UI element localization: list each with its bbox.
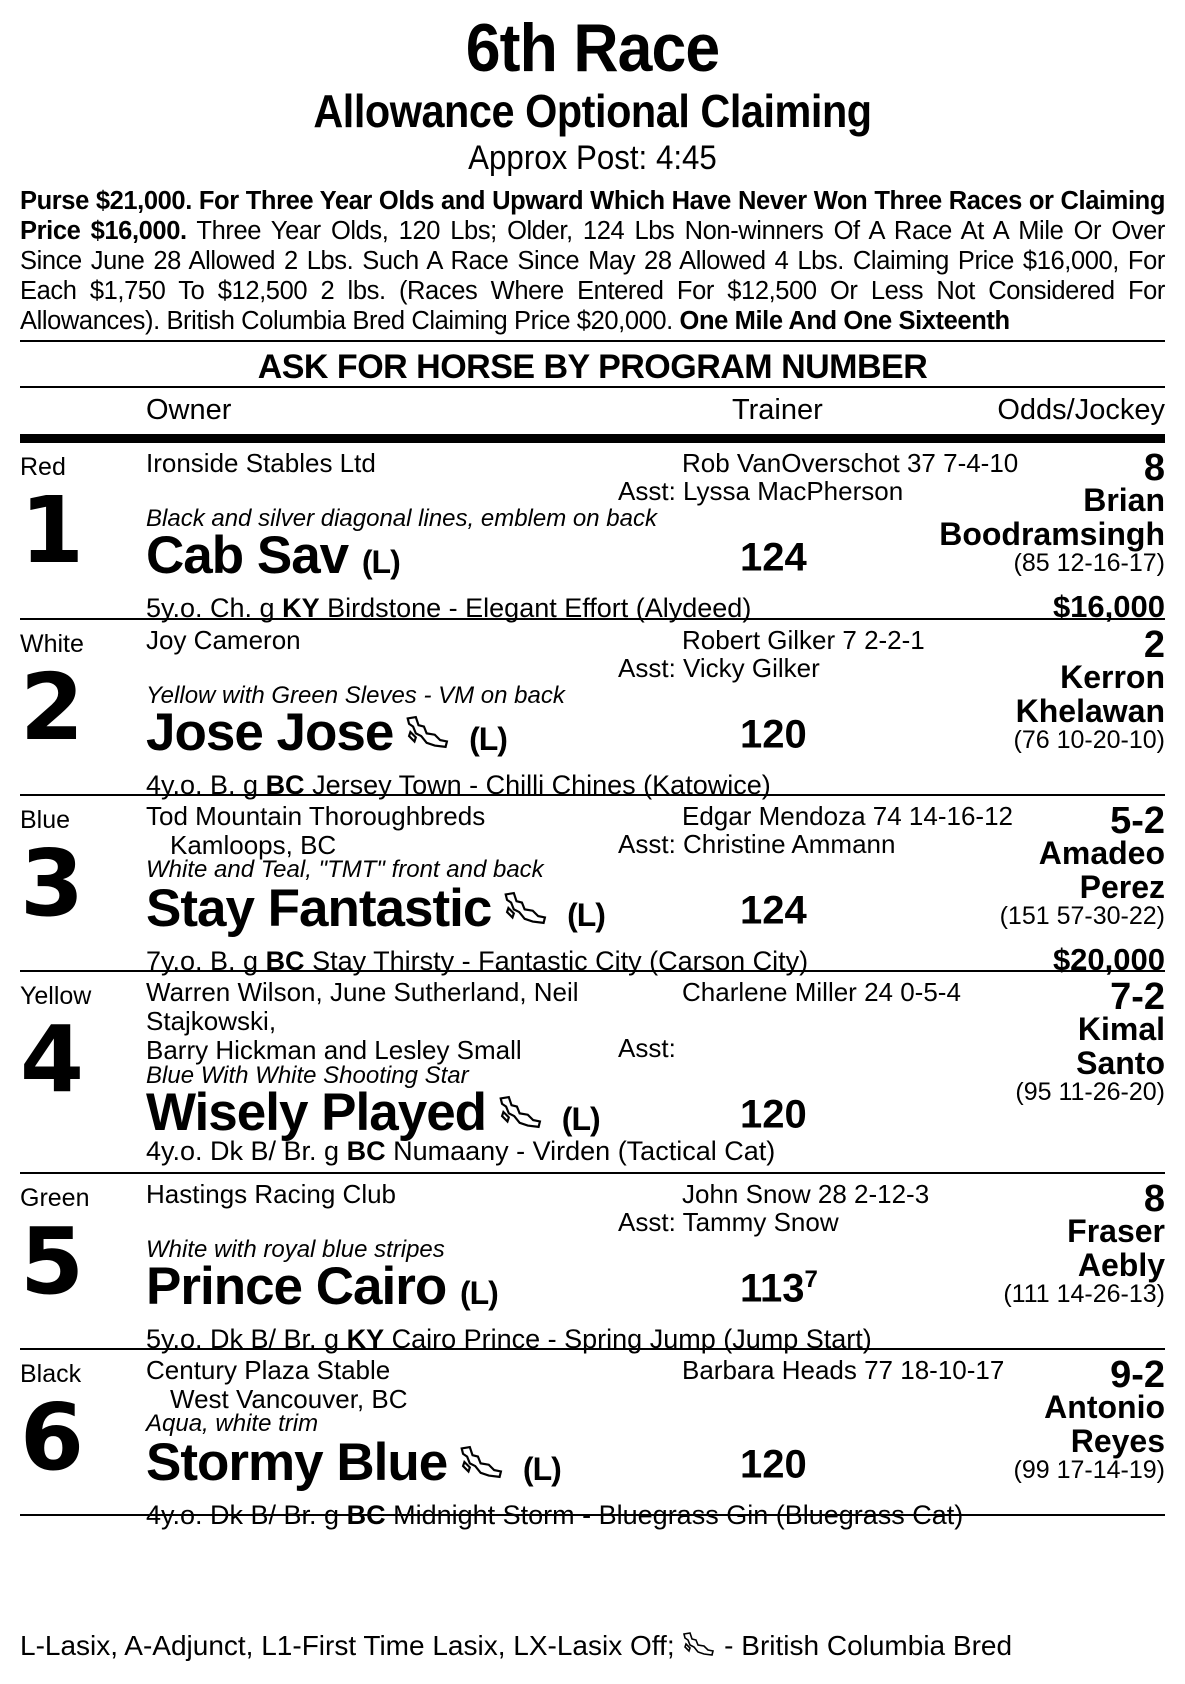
weight-value: 120: [740, 1442, 807, 1487]
horse-name: Stay Fantastic: [146, 879, 492, 938]
conditions-body: Three Year Olds, 120 Lbs; Older, 124 Lbs Non-winners Of A Race At A Mile Or Over Since June 28 Allowed 2 Lbs. Such A Race Since May 28 Allowed 4 Lbs. Claiming Price $16,000, For Each $1,750 To $12,500 2 lbs. (Races Where Entered For $12,500 Or Less Not Considered For Allowances). British Columbia Bred Claiming Price $20,000.: [20, 217, 1165, 335]
weight-value: 120: [740, 712, 807, 757]
owner-name: Ironside Stables Ltd: [146, 448, 376, 478]
assistant-name: Christine Ammann: [683, 829, 896, 859]
weight-allowance: 7: [804, 1266, 818, 1293]
entry-row: [20, 443, 1165, 624]
legend-text-before: L-Lasix, A-Adjunct, L1-First Time Lasix, LX-Lasix Off;: [20, 1630, 683, 1661]
assistant-trainer: [618, 830, 895, 859]
program-number: 5: [20, 1208, 85, 1315]
age-sex: 4y.o. Dk B/ Br. g: [146, 1500, 347, 1530]
jockey: [939, 483, 1165, 551]
program-number: 3: [20, 830, 85, 937]
sire-dam: Numaany - Virden (Tactical Cat): [385, 1136, 776, 1166]
trainer: Robert Gilker 7 2-2-1: [682, 625, 925, 655]
saddle-color: White: [20, 630, 84, 658]
jockey-last: Boodramsingh: [939, 516, 1165, 552]
horse-name: Prince Cairo: [146, 1257, 447, 1316]
jockey-record: (95 11-26-20): [1015, 1078, 1165, 1106]
saddle-color: Yellow: [20, 982, 92, 1010]
pedigree: [146, 1136, 775, 1167]
race-conditions: [20, 186, 1165, 336]
jockey-first: Kimal: [1077, 1011, 1165, 1047]
saddle-color: Blue: [20, 806, 71, 834]
age-sex: 4y.o. Dk B/ Br. g: [146, 1136, 347, 1166]
horse-name-line: [146, 527, 400, 591]
foaling-state: BC: [265, 770, 305, 800]
weight-value: 120: [740, 1092, 807, 1137]
weight: [740, 535, 807, 580]
bc-bred-icon: [503, 883, 549, 941]
owner: [146, 449, 686, 478]
trainer: John Snow 28 2-12-3: [682, 1179, 930, 1209]
jockey-last: Perez: [1079, 869, 1165, 905]
jockey-first: Fraser: [1067, 1213, 1165, 1249]
owner: [146, 626, 686, 655]
assistant-name: Tammy Snow: [682, 1207, 839, 1237]
assistant-trainer: [618, 477, 903, 506]
silks-description: Yellow with Green Sleves - VM on back: [146, 682, 565, 709]
owner: [146, 1356, 686, 1414]
race-program-page: [20, 0, 1165, 1530]
jockey: [1067, 1214, 1165, 1282]
horse-name-line: [146, 704, 507, 768]
age-sex: 4y.o. B. g: [146, 770, 266, 800]
program-number: 1: [20, 477, 85, 584]
horse-name: Cab Sav: [146, 526, 349, 585]
weight-value: 124: [740, 888, 807, 933]
foaling-state: BC: [346, 1500, 386, 1530]
weight: [740, 712, 807, 757]
saddle-color: Red: [20, 453, 66, 481]
program-number: 4: [20, 1006, 85, 1113]
morning-line-odds: 9-2: [1110, 1354, 1165, 1396]
morning-line-odds: 8: [1143, 1178, 1165, 1220]
claiming-price: $16,000: [1052, 589, 1165, 624]
medication: (L): [469, 721, 507, 757]
morning-line-odds: 5-2: [1110, 800, 1165, 842]
race-type: Allowance Optional Claiming: [313, 85, 872, 137]
owner-name: Hastings Racing Club: [146, 1179, 397, 1209]
owner-header: Owner: [146, 394, 232, 426]
race-title: 6th Race: [465, 10, 720, 86]
owner: [146, 978, 686, 1065]
bc-bred-icon: [405, 707, 451, 765]
sire-dam: Stay Thirsty - Fantastic City (Carson City): [304, 946, 809, 976]
assistant-name: Lyssa MacPherson: [683, 476, 904, 506]
entry-row: [20, 1174, 1165, 1354]
morning-line-odds: 2: [1143, 624, 1165, 666]
age-sex: 5y.o. Ch. g: [146, 593, 283, 623]
header-rule: [20, 434, 1165, 443]
silks-description: Blue With White Shooting Star: [146, 1062, 469, 1089]
sire-dam: Midnight Storm - Bluegrass Gin (Bluegrass Cat): [385, 1500, 964, 1530]
horse-name: Wisely Played: [146, 1083, 487, 1142]
conditions-intro: Purse $21,000. For Three Year Olds and Upward Which Have Never Won Three Races or Claiming Price $16,000.: [20, 187, 1165, 245]
trainer: Rob VanOverschot 37 7-4-10: [682, 448, 1019, 478]
owner-name: Tod Mountain Thoroughbreds: [146, 801, 486, 831]
sire-dam: Cairo Prince - Spring Jump (Jump Start): [384, 1324, 872, 1354]
jockey-record: (76 10-20-10): [1013, 726, 1165, 754]
legend: [20, 1630, 1012, 1664]
medication: (L): [361, 544, 400, 580]
saddle-color: Black: [20, 1360, 82, 1388]
post-time: Approx Post: 4:45: [468, 139, 717, 177]
horse-name-line: [146, 1258, 498, 1322]
owner: [146, 1180, 686, 1209]
jockey-first: Brian: [1083, 482, 1165, 518]
jockey-record: (151 57-30-22): [999, 902, 1165, 930]
jockey-record: (99 17-14-19): [1013, 1456, 1165, 1484]
divider: [20, 340, 1165, 342]
jockey-last: Santo: [1076, 1045, 1165, 1081]
age-sex: 7y.o. B. g: [146, 946, 266, 976]
sire-dam: Birdstone - Elegant Effort (Alydeed): [319, 593, 752, 623]
horse-name: Jose Jose: [146, 703, 394, 762]
trainer: Barbara Heads 77 18-10-17: [682, 1355, 1005, 1385]
sire-dam: Jersey Town - Chilli Chines (Katowice): [304, 770, 771, 800]
jockey-last: Aebly: [1077, 1247, 1165, 1283]
medication: (L): [567, 897, 605, 933]
horse-name-line: [146, 1434, 561, 1498]
silks-description: Black and silver diagonal lines, emblem on back: [146, 505, 657, 532]
jockey: [1016, 660, 1165, 728]
foaling-state: KY: [346, 1324, 385, 1354]
program-number: 2: [20, 654, 85, 761]
medication: (L): [522, 1451, 561, 1487]
jockey: [1044, 1390, 1165, 1458]
program-number: 6: [20, 1384, 85, 1491]
assistant-name: Vicky Gilker: [683, 653, 820, 683]
legend-text-after: - British Columbia Bred: [716, 1630, 1013, 1661]
entry-row: [20, 620, 1165, 800]
entry-row: [20, 972, 1165, 1174]
assistant-trainer: [618, 654, 820, 683]
jockey-last: Khelawan: [1015, 693, 1165, 729]
weight: [740, 888, 807, 933]
claiming-price: $20,000: [1052, 942, 1165, 977]
column-headers: [20, 388, 1165, 432]
conditions-distance: One Mile And One Sixteenth: [679, 307, 1010, 335]
horse-name: Stormy Blue: [146, 1433, 448, 1492]
foaling-state: KY: [282, 593, 320, 623]
entry-row: [20, 796, 1165, 977]
age-sex: 5y.o. Dk B/ Br. g: [146, 1324, 347, 1354]
jockey-last: Reyes: [1070, 1423, 1165, 1459]
asst-label: Asst:: [618, 653, 676, 683]
jockey-first: Kerron: [1060, 659, 1165, 695]
assistant-trainer: [618, 1034, 676, 1063]
entries-list: [20, 443, 1165, 1530]
foaling-state: BC: [265, 946, 305, 976]
jockey: [1076, 1012, 1165, 1080]
weight: [740, 1092, 807, 1137]
morning-line-odds: 7-2: [1110, 976, 1165, 1018]
owner-name: Joy Cameron: [146, 625, 301, 655]
odds-jockey-header: Odds/Jockey: [997, 394, 1165, 426]
saddle-color: Green: [20, 1184, 90, 1212]
bc-province-map-icon: [682, 1631, 716, 1664]
owner-name: Warren Wilson, June Sutherland, Neil Stajkowski,: [146, 977, 579, 1036]
asst-label: Asst:: [618, 829, 676, 859]
weight-value: 124: [740, 535, 807, 580]
pedigree: [146, 1500, 963, 1531]
asst-label: Asst:: [618, 1207, 676, 1237]
morning-line-odds: 8: [1143, 447, 1165, 489]
asst-label: Asst:: [618, 1033, 676, 1063]
jockey-record: (85 12-16-17): [1013, 549, 1165, 577]
owner-location: Kamloops, BC: [170, 830, 337, 860]
asst-label: Asst:: [618, 476, 676, 506]
weight: [740, 1442, 807, 1487]
ask-banner: ASK FOR HORSE BY PROGRAM NUMBER: [257, 348, 928, 386]
jockey-record: (111 14-26-13): [1003, 1280, 1165, 1308]
trainer: Edgar Mendoza 74 14-16-12: [682, 801, 1014, 831]
horse-name-line: [146, 880, 605, 944]
owner-location: Barry Hickman and Lesley Small: [146, 1035, 522, 1065]
owner-location: West Vancouver, BC: [170, 1384, 408, 1414]
silks-description: Aqua, white trim: [146, 1410, 319, 1437]
jockey-first: Amadeo: [1038, 835, 1165, 871]
owner-name: Century Plaza Stable: [146, 1355, 391, 1385]
medication: (L): [459, 1275, 498, 1311]
foaling-state: BC: [346, 1136, 386, 1166]
trainer-header: Trainer: [732, 394, 823, 426]
trainer: Charlene Miller 24 0-5-4: [682, 977, 961, 1007]
assistant-trainer: [618, 1208, 839, 1237]
jockey-first: Antonio: [1044, 1389, 1165, 1425]
owner: [146, 802, 686, 860]
weight: [740, 1266, 818, 1311]
weight-value: 113: [740, 1266, 805, 1311]
entry-row: [20, 1350, 1165, 1530]
medication: (L): [561, 1101, 600, 1137]
silks-description: White with royal blue stripes: [146, 1236, 445, 1263]
bc-bred-icon: [459, 1437, 505, 1495]
silks-description: White and Teal, "TMT" front and back: [146, 856, 544, 883]
jockey: [1039, 836, 1165, 904]
